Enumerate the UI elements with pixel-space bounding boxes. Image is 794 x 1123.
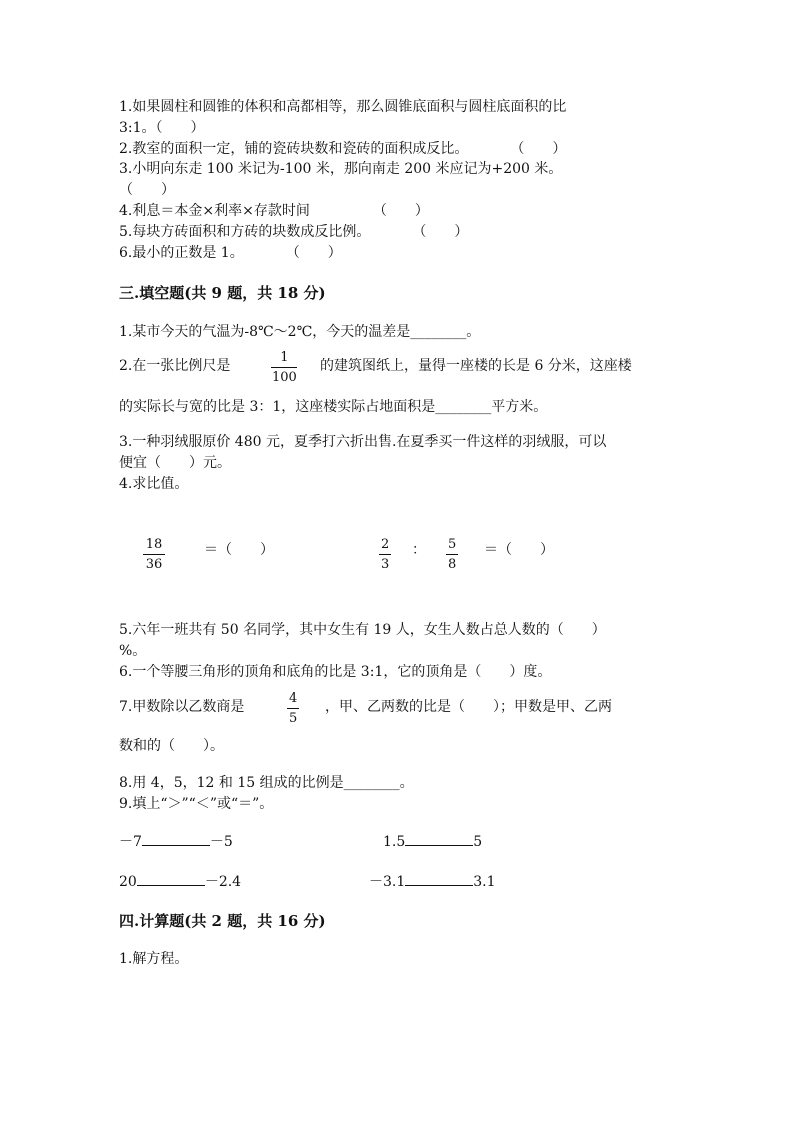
compare-item-3 (119, 873, 241, 891)
judge-q1-cont: 3:1。（ ） (119, 120, 205, 136)
compare-left: －3.1 (369, 874, 406, 890)
judge-q3: 3.小明向东走 100 米记为-100 米，那向南走 200 米应记为+200 米。 (119, 161, 563, 177)
judge-q1: 1.如果圆柱和圆锥的体积和高都相等，那么圆锥底面积与圆柱底面积的比 (119, 99, 567, 115)
fill-q5: 5.六年一班共有 50 名同学，其中女生有 19 人，女生人数占总人数的（ ） (119, 622, 606, 638)
answer-blank (405, 833, 473, 846)
fill-q9: 9.填上“＞”“＜”或“＝”。 (119, 796, 274, 812)
fill-q2-a: 2.在一张比例尺是 (119, 358, 231, 374)
answer-blank (137, 873, 205, 886)
ratio-answer-2: ＝（ ） (484, 542, 554, 558)
fill-q7-b: ，甲、乙两数的比是（ ）；甲数是甲、乙两 (325, 699, 612, 715)
fraction-numerator: 18 (145, 537, 163, 552)
fraction-denominator: 3 (381, 557, 390, 572)
judge-q6: 6.最小的正数是 1。 （ ） (119, 245, 342, 261)
fill-q2-b: 的建筑图纸上，量得一座楼的长是 6 分米，这座楼 (320, 358, 632, 374)
fraction-numerator: 5 (448, 537, 457, 552)
answer-blank (142, 833, 210, 846)
fill-q7-c: 数和的（ ）。 (119, 738, 224, 754)
section3-heading: 三.填空题(共 9 题，共 18 分) (119, 284, 326, 302)
compare-item-2 (383, 833, 482, 851)
judge-q5: 5.每块方砖面积和方砖的块数成反比例。 （ ） (119, 224, 469, 240)
fraction-denominator: 8 (448, 557, 457, 572)
judge-q4: 4.利息＝本金×利率×存款时间 （ ） (119, 203, 429, 219)
compare-left: 1.5 (383, 834, 406, 850)
fill-q7-a: 7.甲数除以乙数商是 (119, 699, 245, 715)
calc-q1: 1.解方程。 (119, 951, 189, 967)
section4-heading: 四.计算题(共 2 题，共 16 分) (119, 912, 326, 930)
fill-q8: 8.用 4，5，12 和 15 组成的比例是________。 (119, 775, 414, 791)
fill-q7-fraction (287, 691, 299, 726)
ratio-answer-1: ＝（ ） (204, 542, 274, 558)
judge-q3-cont: （ ） (119, 182, 175, 198)
fill-q1: 1.某市今天的气温为-8℃～2℃，今天的温差是________。 (119, 324, 481, 340)
judge-q2: 2.教室的面积一定，铺的瓷砖块数和瓷砖的面积成反比。 （ ） (119, 141, 567, 157)
fill-q5-cont: %。 (119, 643, 147, 659)
fraction-bar (143, 554, 165, 555)
fraction-numerator: 2 (381, 537, 390, 552)
fraction-bar (446, 554, 458, 555)
compare-left: 20 (119, 874, 137, 890)
compare-right: －2.4 (204, 874, 242, 890)
fill-q3-cont: 便宜（ ）元。 (119, 455, 231, 471)
fill-q3: 3.一种羽绒服原价 480 元，夏季打六折出售.在夏季买一件这样的羽绒服，可以 (119, 434, 607, 450)
answer-blank (405, 873, 473, 886)
fill-q2-fraction (270, 350, 299, 385)
ratio-colon: ： (412, 542, 426, 558)
fraction-bar (287, 708, 299, 709)
fraction-numerator: 1 (280, 350, 289, 365)
fill-q6: 6.一个等腰三角形的顶角和底角的比是 3:1，它的顶角是（ ）度。 (119, 664, 552, 680)
fill-q4: 4.求比值。 (119, 476, 189, 492)
fraction-bar (379, 554, 391, 555)
fill-q2-c: 的实际长与宽的比是 3：1，这座楼实际占地面积是________平方米。 (119, 399, 548, 415)
compare-left: －7 (119, 834, 142, 850)
compare-right: －5 (209, 834, 233, 850)
ratio-fraction-3 (446, 537, 458, 572)
compare-right: 5 (473, 834, 483, 850)
compare-item-1 (119, 833, 233, 851)
fraction-denominator: 100 (272, 370, 297, 385)
ratio-fraction-1 (143, 537, 165, 572)
ratio-fraction-2 (379, 537, 391, 572)
fraction-denominator: 36 (145, 557, 163, 572)
compare-item-4 (369, 873, 496, 891)
compare-right: 3.1 (473, 874, 496, 890)
fraction-bar (271, 367, 297, 368)
fraction-denominator: 5 (289, 711, 298, 726)
fraction-numerator: 4 (289, 691, 298, 706)
